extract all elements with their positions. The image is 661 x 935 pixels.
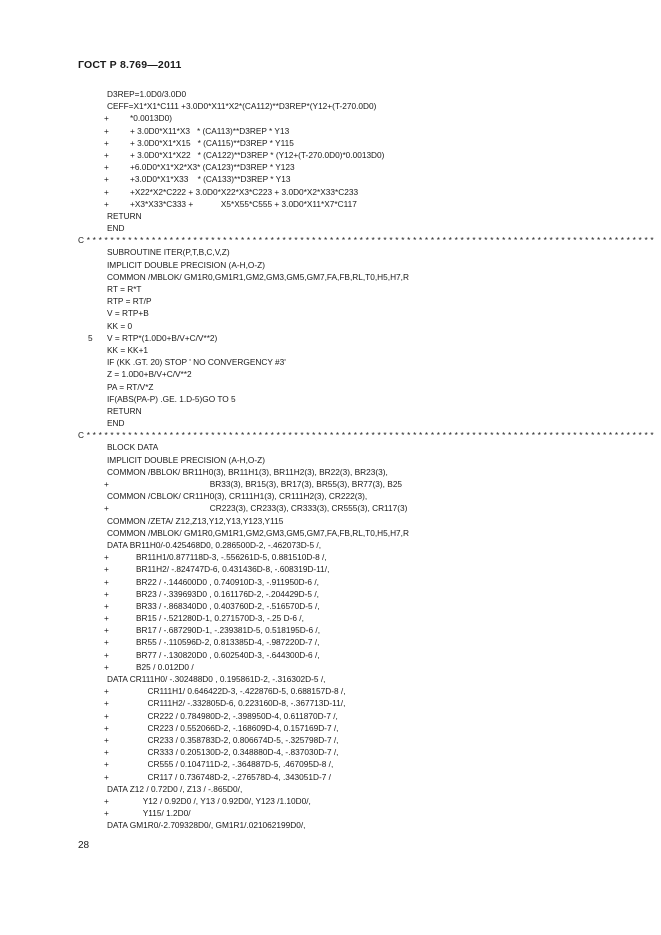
statement-label: 5 <box>88 332 93 343</box>
continuation-mark: + <box>104 734 109 745</box>
code-line <box>78 283 638 295</box>
code-line <box>78 186 638 198</box>
continuation-mark: + <box>104 600 109 611</box>
separator-comment-line: C * * * * * * * * * * * * * * * * * * * * * * * * * * * * * * * * * * * * * * * * * * * * * * * * * * * * * * * * * * * * * * * * * * * * * * * * * * * * * * * * * * * * * * * * * * * * * * * * <box>78 235 654 246</box>
code-statement: RTP = RT/P <box>107 296 152 307</box>
code-line <box>78 758 638 770</box>
code-line <box>78 673 638 685</box>
continuation-text: BR77 / -.130820D0 , 0.602540D-3, -.644300D-6 /, <box>136 649 320 660</box>
continuation-mark: + <box>104 771 109 782</box>
continuation-mark: + <box>104 710 109 721</box>
continuation-text: CR333 / 0.205130D-2, 0.348880D-4, -.837030D-7 /, <box>136 747 339 758</box>
continuation-mark: + <box>104 125 109 136</box>
continuation-text: +X3*X33*C333 + X5*X55*C555 + 3.0D0*X11*X7*C117 <box>130 198 357 209</box>
continuation-text: BR11H2/ -.824747D-6, 0.431436D-8, -.608319D-11/, <box>136 564 330 575</box>
code-statement: D3REP=1.0D0/3.0D0 <box>107 89 187 99</box>
continuation-text: B25 / 0.012D0 / <box>136 661 194 672</box>
continuation-text: CR111H1/ 0.646422D-3, -.422876D-5, 0.688157D-8 /, <box>136 686 346 697</box>
code-line <box>78 173 638 185</box>
code-statement: END <box>107 223 125 234</box>
continuation-mark: + <box>104 479 109 489</box>
code-line <box>78 771 638 783</box>
continuation-mark: + <box>104 795 109 806</box>
code-line <box>78 112 638 124</box>
code-line <box>78 429 654 441</box>
code-line <box>78 149 638 161</box>
continuation-mark: + <box>104 698 109 709</box>
continuation-text: CR555 / 0.104711D-2, -.364887D-5, .467095D-8 /, <box>136 759 334 770</box>
code-line <box>78 515 638 527</box>
continuation-text: *0.0013D0) <box>130 113 172 124</box>
continuation-text: CR222 / 0.784980D-2, -.398950D-4, 0.611870D-7 /, <box>136 710 338 721</box>
code-line <box>78 685 638 697</box>
code-line <box>78 441 638 453</box>
code-statement: BLOCK DATA <box>107 442 159 453</box>
code-line <box>78 222 638 234</box>
code-line <box>78 600 638 612</box>
code-line <box>78 454 638 466</box>
code-statement: DATA GM1R0/-2.709328D0/, GM1R1/.021062199D0/, <box>107 820 306 831</box>
code-line <box>78 624 638 636</box>
continuation-mark: + <box>104 149 109 160</box>
code-line <box>78 381 638 393</box>
code-statement: CEFF=X1*X1*C111 +3.0D0*X11*X2*(CA112)**D3REP*(Y12+(T-270.0D0) <box>107 101 377 112</box>
code-line <box>78 697 638 709</box>
code-statement: END <box>107 418 125 429</box>
code-line <box>78 356 638 368</box>
code-line <box>78 271 638 283</box>
code-statement: V = RTP*(1.0D0+B/V+C/V**2) <box>107 332 218 343</box>
continuation-text: + 3.0D0*X1*X22 * (CA122)**D3REP * (Y12+(T-270.0D0)*0.0013D0) <box>130 149 385 160</box>
code-statement: DATA BR11H0/-0.425468D0, 0.286500D-2, -.462073D-5 /, <box>107 539 322 550</box>
continuation-mark: + <box>104 552 109 563</box>
code-line <box>78 636 638 648</box>
continuation-mark: + <box>104 588 109 599</box>
continuation-mark: + <box>104 137 109 148</box>
continuation-text: + 3.0D0*X11*X3 * (CA113)**D3REP * Y13 <box>130 125 290 136</box>
continuation-text: Y12 / 0.92D0 /, Y13 / 0.92D0/, Y123 /1.10D0/, <box>136 795 311 806</box>
continuation-mark: + <box>104 661 109 672</box>
continuation-text: BR22 / -.144600D0 , 0.740910D-3, -.911950D-6 /, <box>136 576 319 587</box>
continuation-mark: + <box>104 113 109 124</box>
code-statement: DATA CR111H0/ -.302488D0 , 0.195861D-2, -.316302D-5 /, <box>107 674 326 684</box>
code-line <box>78 100 638 112</box>
page-number: 28 <box>78 840 90 851</box>
continuation-mark: + <box>104 186 109 197</box>
code-line <box>78 246 638 258</box>
continuation-text: CR223 / 0.552066D-2, -.168609D-4, 0.157169D-7 /, <box>136 722 339 733</box>
document-header: ГОСТ Р 8.769—2011 <box>78 59 182 71</box>
code-line <box>78 198 638 210</box>
code-statement: PA = RT/V*Z <box>107 381 154 392</box>
code-line <box>78 125 638 137</box>
continuation-text: CR223(3), CR233(3), CR333(3), CR555(3), CR117(3) <box>136 503 408 514</box>
continuation-text: +3.0D0*X1*X33 * (CA133)**D3REP * Y13 <box>130 174 291 185</box>
continuation-text: BR33(3), BR15(3), BR17(3), BR55(3), BR77(3), B25 <box>136 479 403 489</box>
code-statement: COMMON /ZETA/ Z12,Z13,Y12,Y13,Y123,Y115 <box>107 515 284 526</box>
code-line <box>78 576 638 588</box>
code-statement: Z = 1.0D0+B/V+C/V**2 <box>107 369 192 380</box>
code-line <box>78 563 638 575</box>
continuation-text: CR233 / 0.358783D-2, 0.806674D-5, -.325798D-7 /, <box>136 734 339 745</box>
continuation-mark: + <box>104 759 109 770</box>
code-statement: IMPLICIT DOUBLE PRECISION (A-H,O-Z) <box>107 259 265 270</box>
continuation-text: + 3.0D0*X1*X15 * (CA115)**D3REP * Y115 <box>130 137 294 148</box>
code-statement: V = RTP+B <box>107 308 149 319</box>
code-statement: RETURN <box>107 405 142 416</box>
code-line <box>78 795 638 807</box>
code-line <box>78 137 638 149</box>
code-statement: RETURN <box>107 210 142 221</box>
code-line <box>78 783 638 795</box>
code-line <box>78 746 638 758</box>
code-line <box>78 88 638 100</box>
code-line <box>78 649 638 661</box>
code-statement: COMMON /CBLOK/ CR11H0(3), CR111H1(3), CR111H2(3), CR222(3), <box>107 491 368 502</box>
continuation-mark: + <box>104 649 109 660</box>
continuation-mark: + <box>104 564 109 575</box>
code-line <box>78 320 638 332</box>
separator-comment-line: C * * * * * * * * * * * * * * * * * * * * * * * * * * * * * * * * * * * * * * * * * * * * * * * * * * * * * * * * * * * * * * * * * * * * * * * * * * * * * * * * * * * * * * * * * * * * * * * * <box>78 430 654 441</box>
code-listing <box>78 88 654 831</box>
continuation-text: BR55 / -.110596D-2, 0.813385D-4, -.987220D-7 /, <box>136 637 320 648</box>
code-line <box>78 368 638 380</box>
code-statement: KK = 0 <box>107 320 133 331</box>
continuation-mark: + <box>104 503 109 514</box>
code-statement: SUBROUTINE ITER(P,T,B,C,V,Z) <box>107 247 230 258</box>
continuation-text: +X22*X2*C222 + 3.0D0*X22*X3*C223 + 3.0D0*X2*X33*C233 <box>130 186 359 197</box>
code-statement: KK = KK+1 <box>107 344 149 355</box>
code-line <box>78 661 638 673</box>
continuation-mark: + <box>104 198 109 209</box>
code-statement: IF(ABS(PA-P) .GE. 1.D-5)GO TO 5 <box>107 393 236 404</box>
code-line <box>78 527 638 539</box>
code-line <box>78 734 638 746</box>
code-line <box>78 344 638 356</box>
continuation-mark: + <box>104 174 109 185</box>
code-line <box>78 710 638 722</box>
continuation-mark: + <box>104 576 109 587</box>
continuation-text: Y115/ 1.2D0/ <box>136 808 191 819</box>
continuation-mark: + <box>104 162 109 173</box>
continuation-text: +6.0D0*X1*X2*X3* (CA123)**D3REP * Y123 <box>130 162 295 173</box>
continuation-mark: + <box>104 722 109 733</box>
code-line <box>78 295 638 307</box>
code-statement: COMMON /MBLOK/ GM1R0,GM1R1,GM2,GM3,GM5,GM7,FA,FB,RL,T0,H5,H7,R <box>107 271 409 282</box>
code-line <box>78 332 638 344</box>
continuation-mark: + <box>104 613 109 624</box>
code-line <box>78 210 638 222</box>
code-line <box>78 612 638 624</box>
continuation-text: CR111H2/ -.332805D-6, 0.223160D-8, -.367713D-11/, <box>136 698 346 709</box>
continuation-text: BR15 / -.521280D-1, 0.271570D-3, -.25 D-6 /, <box>136 613 304 624</box>
continuation-mark: + <box>104 625 109 636</box>
code-statement: IF (KK .GT. 20) STOP ' NO CONVERGENCY #3' <box>107 357 286 368</box>
code-line <box>78 307 638 319</box>
code-line <box>78 405 638 417</box>
code-statement: RT = R*T <box>107 284 142 294</box>
code-line <box>78 551 638 563</box>
continuation-mark: + <box>104 808 109 819</box>
continuation-text: CR117 / 0.736748D-2, -.276578D-4, .343051D-7 / <box>136 771 331 782</box>
continuation-mark: + <box>104 747 109 758</box>
code-line <box>78 478 638 490</box>
code-line <box>78 490 638 502</box>
continuation-text: BR23 / -.339693D0 , 0.161176D-2, -.204429D-5 /, <box>136 588 319 599</box>
code-line <box>78 502 638 514</box>
code-line <box>78 588 638 600</box>
code-line <box>78 466 638 478</box>
continuation-text: BR11H1/0.877118D-3, -.556261D-5, 0.881510D-8 /, <box>136 552 327 563</box>
code-line <box>78 234 654 246</box>
code-line <box>78 722 638 734</box>
code-line <box>78 819 638 831</box>
code-line <box>78 161 638 173</box>
continuation-text: BR33 / -.868340D0 , 0.403760D-2, -.516570D-5 /, <box>136 600 320 611</box>
code-statement: DATA Z12 / 0.72D0 /, Z13 / -.865D0/, <box>107 783 243 794</box>
code-statement: COMMON /BBLOK/ BR11H0(3), BR11H1(3), BR11H2(3), BR22(3), BR23(3), <box>107 466 388 477</box>
continuation-mark: + <box>104 637 109 648</box>
code-statement: IMPLICIT DOUBLE PRECISION (A-H,O-Z) <box>107 454 265 465</box>
code-line <box>78 417 638 429</box>
code-line <box>78 259 638 271</box>
continuation-text: BR17 / -.687290D-1, -.239381D-5, 0.518195D-6 /, <box>136 625 321 636</box>
continuation-mark: + <box>104 686 109 697</box>
code-statement: COMMON /MBLOK/ GM1R0,GM1R1,GM2,GM3,GM5,GM7,FA,FB,RL,T0,H5,H7,R <box>107 527 409 538</box>
code-line <box>78 539 638 551</box>
code-line <box>78 393 638 405</box>
code-line <box>78 807 638 819</box>
